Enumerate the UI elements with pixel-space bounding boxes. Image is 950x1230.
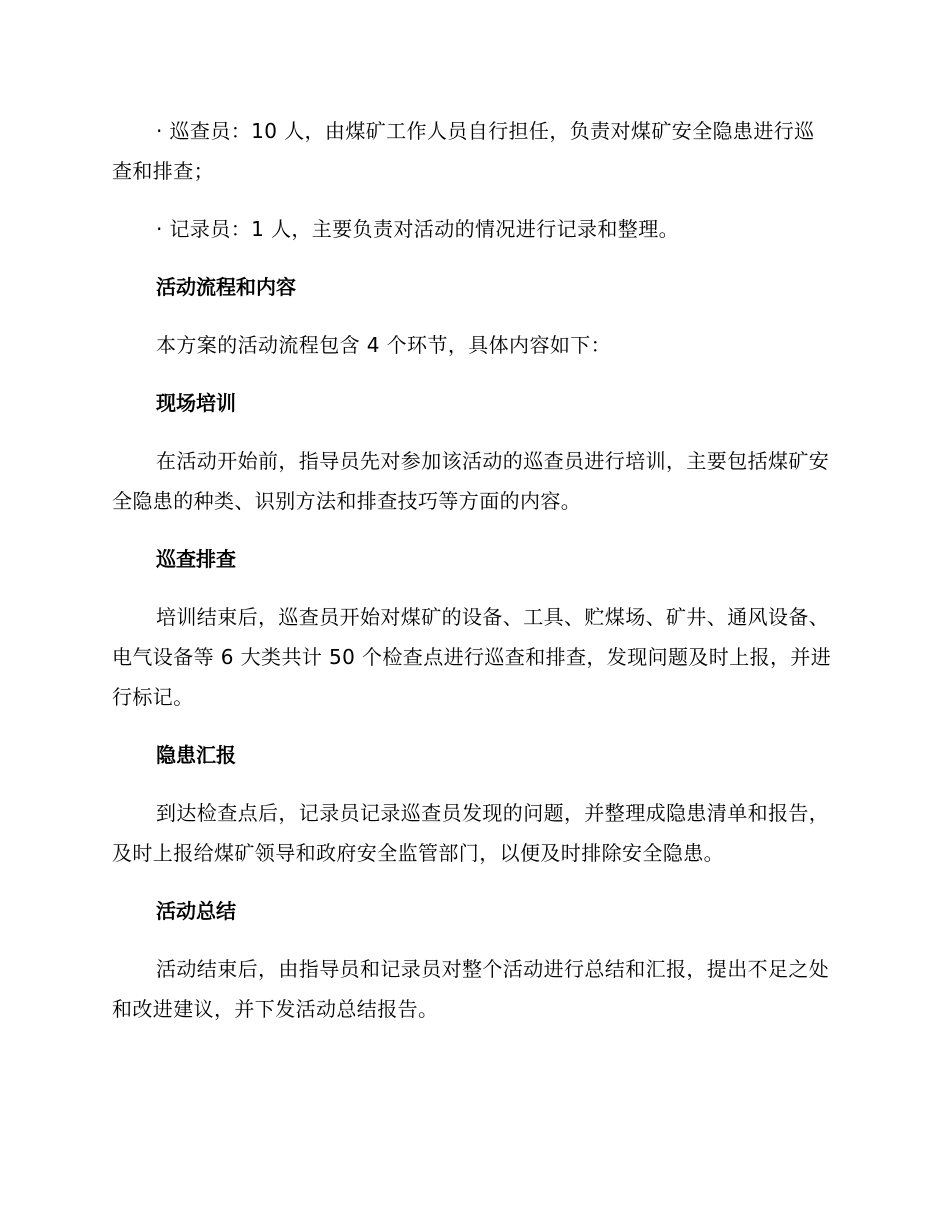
- section-heading-summary: 活动总结: [156, 899, 236, 923]
- summary-paragraph: 活动结束后，由指导员和记录员对整个活动进行总结和汇报，提出不足之处和改进建议，并下发活动总结报告。: [112, 957, 830, 1021]
- section-heading-reporting: 隐患汇报: [156, 743, 236, 767]
- section-heading-training: 现场培训: [156, 391, 236, 415]
- section-heading-inspection: 巡查排查: [156, 547, 236, 571]
- document-body: [112, 111, 834, 1029]
- bullet-patroller: · 巡查员：10 人，由煤矿工作人员自行担任，负责对煤矿安全隐患进行巡查和排查；: [112, 119, 815, 183]
- process-intro-paragraph: 本方案的活动流程包含 4 个环节，具体内容如下：: [156, 333, 612, 357]
- training-paragraph: 在活动开始前，指导员先对参加该活动的巡查员进行培训，主要包括煤矿安全隐患的种类、识别方法和排查技巧等方面的内容。: [112, 449, 830, 513]
- reporting-paragraph: 到达检查点后，记录员记录巡查员发现的问题，并整理成隐患清单和报告，及时上报给煤矿领导和政府安全监管部门，以便及时排除安全隐患。: [112, 801, 830, 865]
- bullet-recorder: · 记录员：1 人，主要负责对活动的情况进行记录和整理。: [156, 217, 679, 241]
- inspection-paragraph: 培训结束后，巡查员开始对煤矿的设备、工具、贮煤场、矿井、通风设备、电气设备等 6 大类共计 50 个检查点进行巡查和排查，发现问题及时上报，并进行标记。: [112, 605, 832, 709]
- section-heading-process: 活动流程和内容: [156, 275, 296, 299]
